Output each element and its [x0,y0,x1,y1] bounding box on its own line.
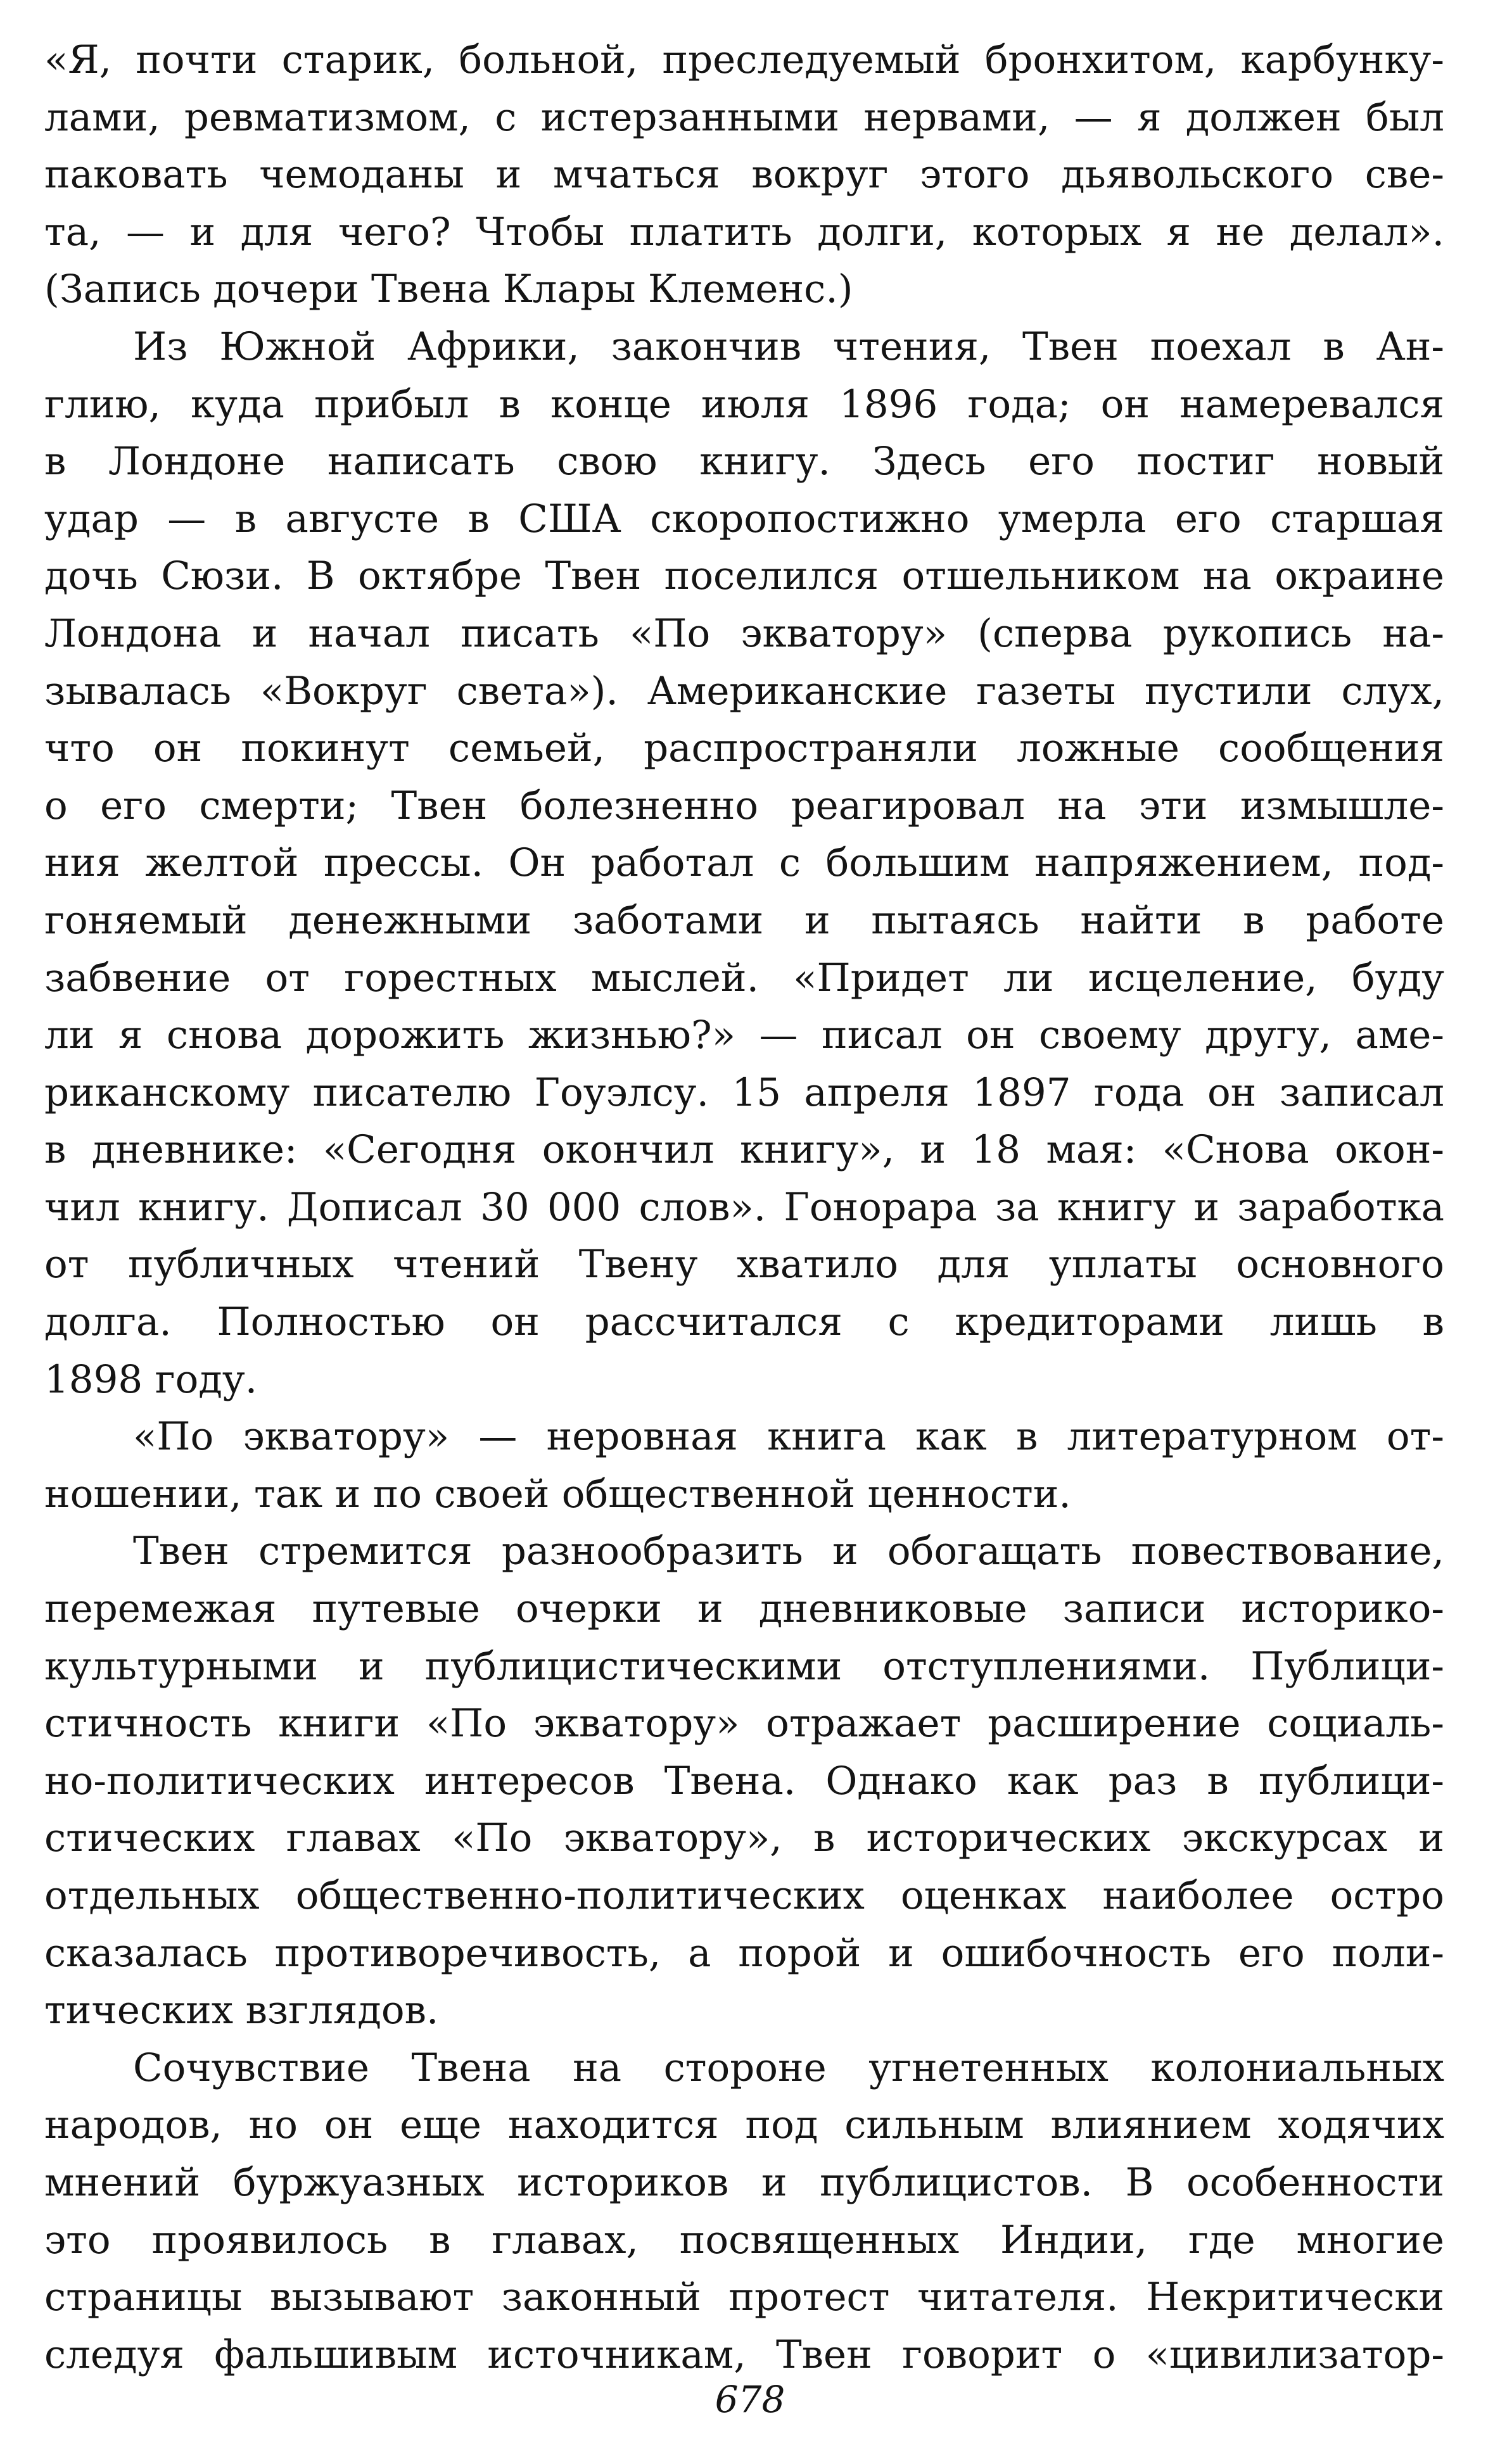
text-line: зывалась «Вокруг света»). Американские газеты пустили слух, [44,668,1444,714]
text-line: стических главах «По экватору», в исторических экскурсах и [44,1816,1444,1861]
text-line: Лондона и начал писать «По экватору» (сперва рукопись на- [44,610,1444,656]
text-line: глию, куда прибыл в конце июля 1896 года; он намеревался [44,381,1444,427]
text-line: удар — в августе в США скоропостижно умерла его старшая [44,496,1444,541]
text-line: в Лондоне написать свою книгу. Здесь его постиг новый [44,439,1444,484]
text-line: это проявилось в главах, посвященных Индии, где многие [44,2217,1444,2263]
text-line: страницы вызывают законный протест читателя. Некритически [44,2275,1444,2320]
paragraph [44,32,1444,319]
text-line: но-политических интересов Твена. Однако как раз в публици- [44,1758,1444,1804]
text-line: (Запись дочери Твена Клары Клеменс.) [44,267,853,312]
text-line: ли я снова дорожить жизнью?» — писал он своему другу, аме- [44,1013,1444,1058]
text-line: следуя фальшивым источникам, Твен говорит о «цивилизатор- [44,2332,1444,2377]
text-line: ношении, так и по своей общественной ценности. [44,1471,1071,1517]
text-line: ния желтой прессы. Он работал с большим напряжением, под- [44,840,1444,886]
text-line: гоняемый денежными заботами и пытаясь найти в работе [44,897,1444,943]
text-line: культурными и публицистическими отступлениями. Публици- [44,1643,1444,1689]
text-line: народов, но он еще находится под сильным влиянием ходячих [44,2102,1444,2148]
page-body [44,32,1444,2384]
text-line: от публичных чтений Твену хватило для уплаты основного [44,1242,1444,1287]
paragraph [44,2040,1444,2384]
text-line: риканскому писателю Гоуэлсу. 15 апреля 1897 года он записал [44,1070,1444,1115]
text-line: Твен стремится разнообразить и обогащать повествование, [133,1529,1444,1574]
paragraph [44,319,1444,1408]
text-line: стичность книги «По экватору» отражает расширение социаль- [44,1701,1444,1747]
text-line: отдельных общественно-политических оценках наиболее остро [44,1873,1444,1918]
paragraph [44,1408,1444,1523]
text-line: сказалась противоречивость, а порой и ошибочность его поли- [44,1930,1444,1976]
text-line: Сочувствие Твена на стороне угнетенных колониальных [133,2045,1444,2090]
text-line: долга. Полностью он рассчитался с кредиторами лишь в [44,1299,1444,1345]
page-number: 678 [715,2378,785,2421]
text-line: «Я, почти старик, больной, преследуемый бронхитом, карбунку- [44,37,1444,82]
paragraph [44,1523,1444,2039]
text-line: тических взглядов. [44,1988,439,2033]
text-line: о его смерти; Твен болезненно реагировал на эти измышле- [44,783,1444,828]
text-line: паковать чемоданы и мчаться вокруг этого дьявольского све- [44,152,1444,198]
text-line: перемежая путевые очерки и дневниковые записи историко- [44,1586,1444,1632]
text-line: 1898 году. [44,1356,258,1402]
text-line: «По экватору» — неровная книга как в литературном от- [133,1414,1444,1460]
text-line: Из Южной Африки, закончив чтения, Твен поехал в Ан- [133,324,1444,369]
text-line: мнений буржуазных историков и публицистов. В особенности [44,2159,1444,2205]
text-line: дочь Сюзи. В октябре Твен поселился отшельником на окраине [44,553,1444,599]
text-line: та, — и для чего? Чтобы платить долги, которых я не делал». [44,209,1444,255]
text-line: что он покинут семьей, распространяли ложные сообщения [44,726,1444,771]
text-line: чил книгу. Дописал 30 000 слов». Гонорара за книгу и заработка [44,1184,1444,1230]
text-line: забвение от горестных мыслей. «Придет ли исцеление, буду [44,955,1444,1001]
text-line: лами, ревматизмом, с истерзанными нервами, — я должен был [44,94,1444,140]
text-line: в дневнике: «Сегодня окончил книгу», и 18 мая: «Снова окон- [44,1127,1444,1173]
